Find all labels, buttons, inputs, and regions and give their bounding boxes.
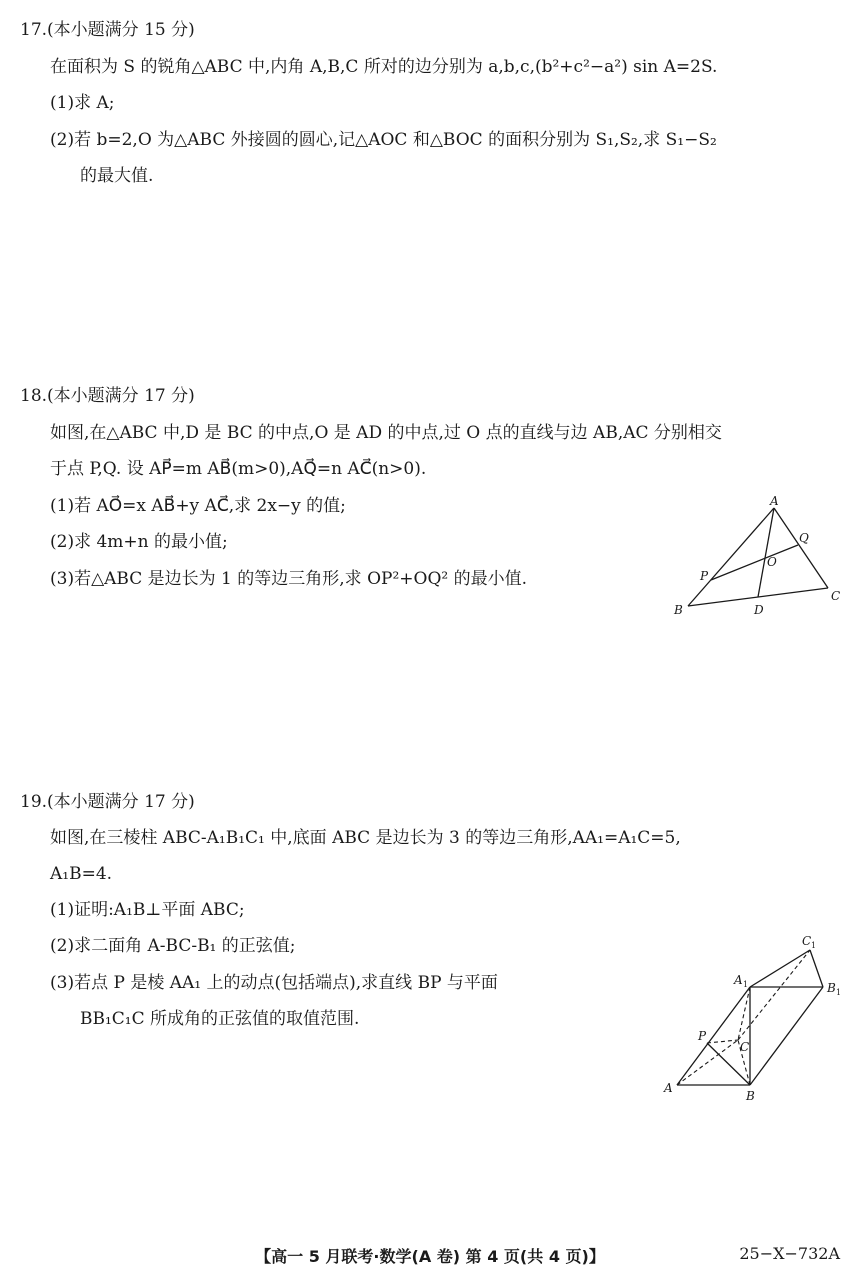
q18-label-b: B: [674, 603, 683, 617]
q18-label-q: Q: [799, 531, 809, 545]
q19-hidden-pc: [707, 1040, 738, 1043]
q18-label-o: O: [767, 555, 777, 569]
q18-label-a: A: [770, 494, 779, 508]
q19-label-a: A: [664, 1081, 673, 1095]
page-footer-code: 25−X−732A: [739, 1244, 840, 1263]
q19-hidden-ac: [677, 1040, 738, 1085]
q18-part3: (3)若△ABC 是边长为 1 的等边三角形,求 OP²+OQ² 的最小值.: [50, 569, 528, 589]
q18-label-c: C: [831, 589, 841, 603]
q19-label-b1: B: [827, 981, 836, 995]
page-footer-title: 【高一 5 月联考·数学(A 卷) 第 4 页(共 4 页)】: [255, 1247, 605, 1266]
q17-part2-line2: 的最大值.: [80, 166, 154, 186]
q18-part2: (2)求 4m+n 的最小值;: [50, 532, 228, 552]
q19-label-c1: C: [802, 934, 812, 948]
q19-edge-a1c1: [750, 950, 810, 987]
q19-part2: (2)求二面角 A-BC-B₁ 的正弦值;: [50, 936, 296, 956]
q19-edge-b1c1: [810, 950, 823, 987]
q19-label-p: P: [698, 1029, 707, 1043]
q19-label-c1-sub: 1: [811, 941, 817, 950]
q18-line-pq: [711, 545, 798, 580]
q19-part3-line1: (3)若点 P 是棱 AA₁ 上的动点(包括端点),求直线 BP 与平面: [50, 973, 498, 993]
q18-header: 18.(本小题满分 17 分): [20, 386, 195, 406]
q17-stem: 在面积为 S 的锐角△ABC 中,内角 A,B,C 所对的边分别为 a,b,c,(b²+c²−a²) sin A=2S.: [50, 57, 718, 77]
q19-stem-line2: A₁B=4.: [50, 864, 113, 884]
q19-part1: (1)证明:A₁B⊥平面 ABC;: [50, 900, 245, 920]
q19-part3-line2: BB₁C₁C 所成角的正弦值的取值范围.: [80, 1009, 360, 1029]
q19-header: 19.(本小题满分 17 分): [20, 792, 195, 812]
q17-part1: (1)求 A;: [50, 93, 115, 113]
q19-label-c: C: [740, 1040, 750, 1054]
q18-label-d: D: [754, 603, 764, 617]
q19-edge-bb1: [750, 987, 823, 1085]
q19-stem-line1: 如图,在三棱柱 ABC-A₁B₁C₁ 中,底面 ABC 是边长为 3 的等边三角形,AA₁=A₁C=5,: [50, 828, 681, 848]
q18-edge-ab: [688, 508, 774, 606]
q18-edge-ac: [774, 508, 828, 588]
q19-label-b: B: [746, 1089, 755, 1103]
q19-prism-figure: [660, 930, 850, 1105]
q17-header: 17.(本小题满分 15 分): [20, 20, 195, 40]
q19-label-b1-sub: 1: [836, 988, 842, 997]
q18-part1: (1)若 AO⃗=x AB⃗+y AC⃗,求 2x−y 的值;: [50, 496, 346, 516]
q19-hidden-cc1: [738, 950, 810, 1040]
q19-label-a1: A: [734, 973, 743, 987]
q18-median-ad: [758, 508, 774, 597]
q18-label-p: P: [700, 569, 709, 583]
q19-label-a1-sub: 1: [743, 980, 749, 989]
q18-stem-line2: 于点 P,Q. 设 AP⃗=m AB⃗(m>0),AQ⃗=n AC⃗(n>0).: [50, 459, 427, 479]
q17-part2-line1: (2)若 b=2,O 为△ABC 外接圆的圆心,记△AOC 和△BOC 的面积分别为 S₁,S₂,求 S₁−S₂: [50, 130, 717, 150]
q18-triangle-figure: [670, 490, 850, 620]
q18-stem-line1: 如图,在△ABC 中,D 是 BC 的中点,O 是 AD 的中点,过 O 点的直线与边 AB,AC 分别相交: [50, 423, 722, 443]
